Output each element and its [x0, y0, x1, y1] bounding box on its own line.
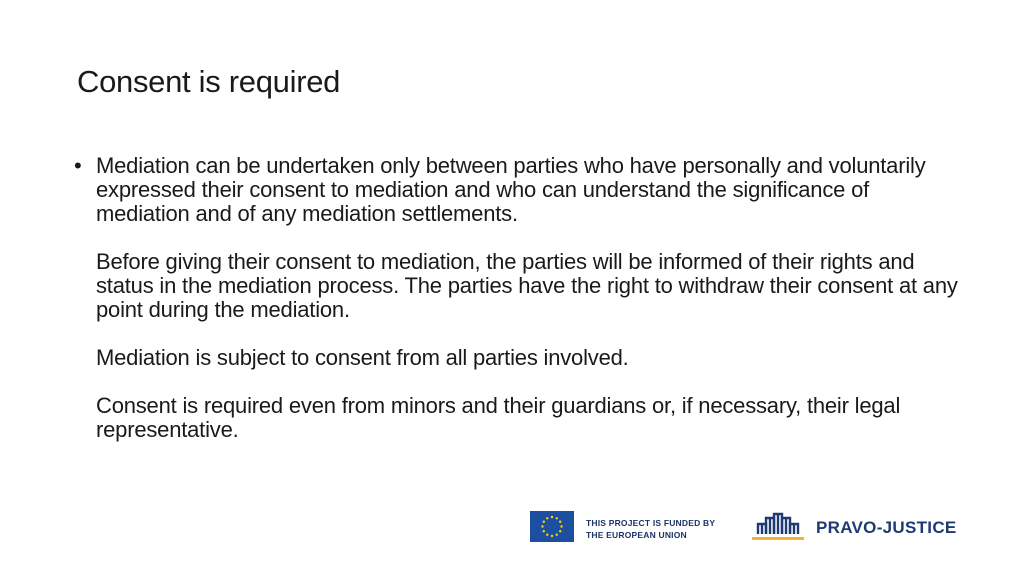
slide-body [74, 154, 964, 466]
slide-title: Consent is required [77, 64, 341, 99]
eu-flag-icon [530, 511, 574, 542]
eu-funding-line-2: THE EUROPEAN UNION [586, 530, 687, 540]
eu-star-icon [546, 517, 548, 519]
eu-funding-line-1: THIS PROJECT IS FUNDED BY [586, 518, 716, 528]
eu-star-icon [559, 521, 561, 523]
paragraph-3: Mediation is subject to consent from all parties involved. [96, 345, 629, 370]
paragraph-4: Consent is required even from minors and their guardians or, if necessary, their legal representative. [96, 393, 901, 442]
partner-name: PRAVO-JUSTICE [816, 518, 957, 537]
eu-star-icon [556, 517, 558, 519]
bullet-item [74, 154, 964, 250]
bullet-icon: • [74, 153, 82, 178]
eu-star-icon [556, 534, 558, 536]
pravo-justice-logo-icon [752, 510, 808, 542]
eu-star-icon [543, 521, 545, 523]
paragraph-1: Mediation can be undertaken only between parties who have personally and voluntarily expressed their consent to mediation and who can understand the significance of mediation and of any mediation settlements. [96, 153, 926, 226]
eu-star-icon [551, 535, 553, 537]
eu-funding-note [586, 517, 715, 541]
eu-star-icon [543, 530, 545, 532]
paragraph-2: Before giving their consent to mediation, the parties will be informed of their rights and status in the mediation process. The parties have the right to withdraw their consent at any point during the mediation. [96, 249, 958, 322]
eu-star-icon [546, 534, 548, 536]
eu-star-icon [551, 516, 553, 518]
eu-star-icon [541, 525, 543, 527]
eu-star-icon [560, 525, 562, 527]
eu-star-icon [559, 530, 561, 532]
